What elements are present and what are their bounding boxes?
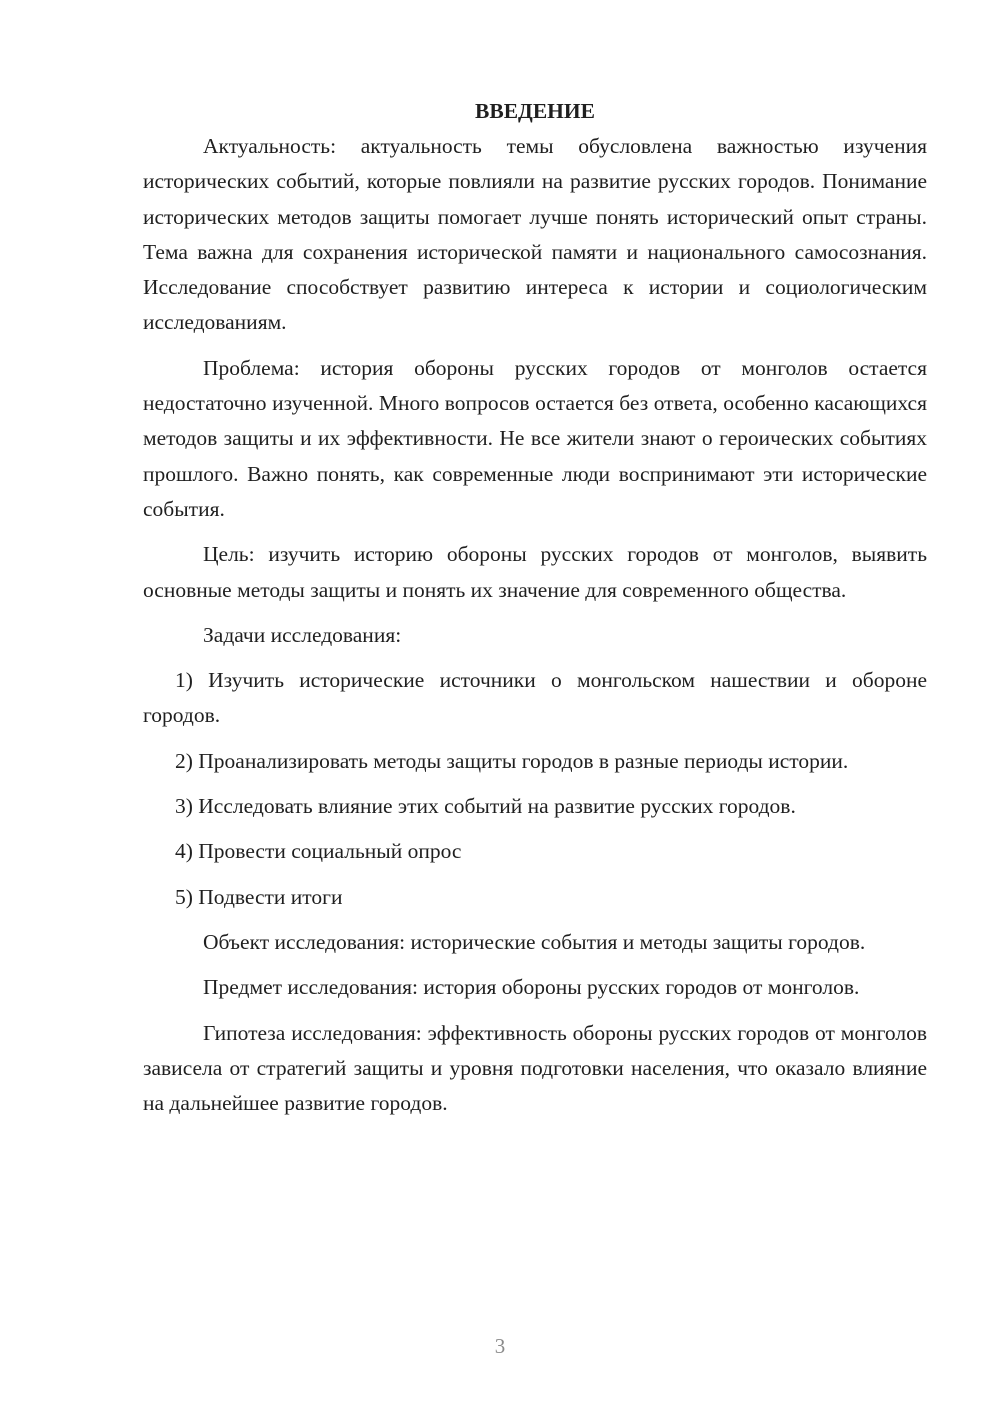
subject-paragraph: Предмет исследования: история обороны русских городов от монголов. — [203, 975, 860, 1000]
hypothesis-paragraph: Гипотеза исследования: эффективность обороны русских городов от монголов зависела от стратегий защиты и уровня подготовки населения, что оказало влияние на дальнейшее развитие городов. — [143, 1020, 927, 1116]
page-number: 3 — [494, 1334, 506, 1358]
document-page — [143, 96, 927, 1131]
task-item-1: 1) Изучить исторические источники о монгольском нашествии и обороне городов. — [143, 668, 927, 728]
task-item-2: 2) Проанализировать методы защиты городов в разные периоды истории. — [175, 748, 849, 773]
task-item-3: 3) Исследовать влияние этих событий на развитие русских городов. — [175, 794, 796, 819]
section-title: ВВЕДЕНИЕ — [475, 99, 595, 123]
goal-paragraph: Цель: изучить историю обороны русских городов от монголов, выявить основные методы защиты и понять их значение для современного общества. — [143, 542, 927, 602]
task-item-4: 4) Провести социальный опрос — [175, 839, 462, 864]
tasks-heading: Задачи исследования: — [203, 622, 402, 647]
object-paragraph: Объект исследования: исторические события и методы защиты городов. — [203, 929, 866, 954]
relevance-paragraph: Актуальность: актуальность темы обусловлена важностью изучения исторических событий, которые повлияли на развитие русских городов. Понимание исторических методов защиты помогает лучше понять исторический опыт страны. Тема важна для сохранения исторической памяти и национального самосознания. Исследование способствует развитию интереса к истории и социологическим исследованиям. — [143, 134, 927, 335]
task-item-5: 5) Подвести итоги — [175, 884, 343, 909]
problem-paragraph: Проблема: история обороны русских городов от монголов остается недостаточно изученной. Много вопросов остается без ответа, особенно касающихся методов защиты и их эффективности. Не все жители знают о героических событиях прошлого. Важно понять, как современные люди воспринимают эти исторические события. — [143, 355, 927, 521]
